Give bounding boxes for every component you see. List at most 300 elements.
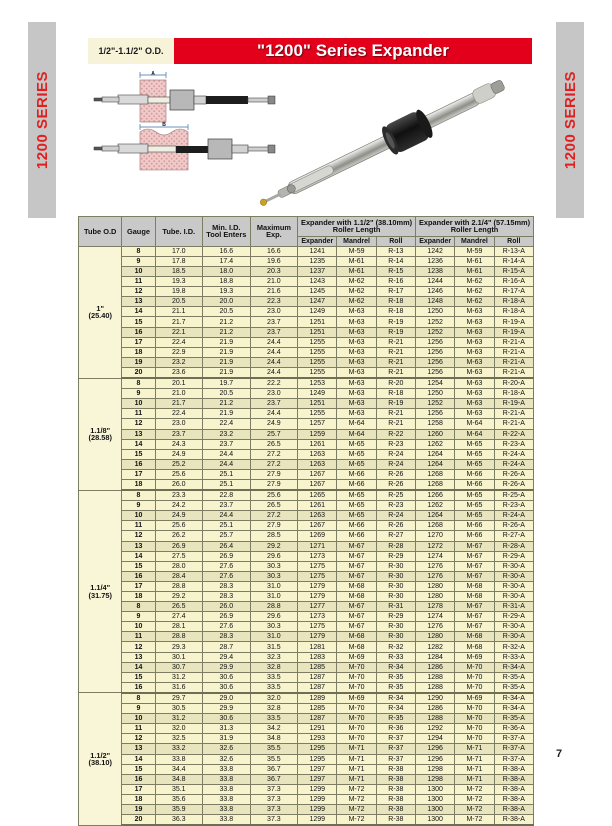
cell-6: R-26 [376,521,415,531]
cell-8: M-67 [455,541,494,551]
cell-0: 17 [122,784,155,794]
table-row [79,804,534,814]
cell-2: 33.8 [203,774,251,784]
cell-5: M-63 [337,317,376,327]
cell-5: M-70 [337,734,376,744]
table-row [79,297,534,307]
cell-9: R-31-A [494,602,533,612]
cell-2: 25.1 [203,479,251,490]
cell-1: 21.7 [155,317,203,327]
cell-3: 31.0 [250,632,298,642]
cell-4: 1279 [298,592,337,602]
table-row [79,449,534,459]
cell-8: M-72 [455,784,494,794]
cell-8: M-61 [455,267,494,277]
cell-9: R-34-A [494,704,533,714]
cell-3: 30.3 [250,561,298,571]
cell-8: M-68 [455,581,494,591]
cell-9: R-20-A [494,378,533,389]
cell-0: 18 [122,592,155,602]
cell-1: 31.2 [155,672,203,682]
cell-8: M-61 [455,256,494,266]
cell-2: 26.9 [203,612,251,622]
cell-9: R-35-A [494,672,533,682]
cell-1: 18.5 [155,267,203,277]
cell-0: 11 [122,277,155,287]
cell-6: R-30 [376,632,415,642]
cell-7: 1276 [416,561,455,571]
cell-3: 32.8 [250,704,298,714]
cell-2: 22.8 [203,490,251,501]
cell-6: R-38 [376,764,415,774]
cell-7: 1238 [416,267,455,277]
cell-9: R-18-A [494,389,533,399]
cell-0: 14 [122,754,155,764]
cell-8: M-71 [455,744,494,754]
cell-4: 1281 [298,642,337,652]
cell-3: 33.5 [250,672,298,682]
cell-9: R-34-A [494,662,533,672]
cell-2: 27.6 [203,561,251,571]
cell-9: R-26-A [494,521,533,531]
cell-5: M-71 [337,774,376,784]
cell-9: R-38-A [494,784,533,794]
cell-3: 35.5 [250,754,298,764]
cell-9: R-19-A [494,399,533,409]
cell-4: 1269 [298,531,337,541]
cell-7: 1256 [416,409,455,419]
cell-8: M-67 [455,622,494,632]
cell-4: 1251 [298,317,337,327]
table-row [79,652,534,662]
cell-1: 25.6 [155,469,203,479]
cell-9: R-30-A [494,581,533,591]
cell-9: R-38-A [494,774,533,784]
cell-5: M-70 [337,704,376,714]
cell-1: 27.4 [155,612,203,622]
cell-2: 21.2 [203,327,251,337]
cell-7: 1256 [416,367,455,378]
cell-7: 1288 [416,682,455,693]
table-row [79,642,534,652]
cell-1: 17.0 [155,246,203,256]
cell-8: M-70 [455,662,494,672]
cell-9: R-38-A [494,815,533,826]
cell-8: M-64 [455,429,494,439]
spec-table-body [79,246,534,825]
cell-8: M-63 [455,347,494,357]
cell-7: 1262 [416,439,455,449]
cell-2: 29.0 [203,693,251,704]
cell-1: 33.2 [155,744,203,754]
cell-9: R-36-A [494,724,533,734]
cell-3: 32.0 [250,693,298,704]
cell-6: R-26 [376,469,415,479]
cell-9: R-23-A [494,501,533,511]
cell-0: 15 [122,672,155,682]
table-row [79,439,534,449]
cell-7: 1254 [416,378,455,389]
cell-3: 34.2 [250,724,298,734]
cell-9: R-21-A [494,347,533,357]
cell-7: 1256 [416,337,455,347]
cell-3: 27.2 [250,459,298,469]
cell-1: 29.7 [155,693,203,704]
cell-4: 1283 [298,652,337,662]
cell-1: 28.1 [155,622,203,632]
cell-1: 20.5 [155,297,203,307]
cell-8: M-70 [455,724,494,734]
cell-1: 28.8 [155,632,203,642]
cell-4: 1255 [298,337,337,347]
cell-6: R-37 [376,734,415,744]
cell-5: M-69 [337,652,376,662]
cell-6: R-24 [376,459,415,469]
cell-7: 1262 [416,501,455,511]
cell-0: 17 [122,469,155,479]
cell-5: M-69 [337,693,376,704]
cell-4: 1293 [298,734,337,744]
cell-6: R-19 [376,317,415,327]
table-row [79,754,534,764]
cell-4: 1257 [298,419,337,429]
cell-4: 1243 [298,277,337,287]
cell-4: 1259 [298,429,337,439]
cell-3: 29.6 [250,551,298,561]
cell-8: M-63 [455,399,494,409]
cell-0: 13 [122,744,155,754]
cell-6: R-16 [376,277,415,287]
cell-2: 23.7 [203,439,251,449]
cell-8: M-65 [455,439,494,449]
cell-7: 1284 [416,652,455,662]
th-roll-1: Roll [376,236,415,246]
cell-4: 1279 [298,632,337,642]
table-row [79,367,534,378]
cell-7: 1268 [416,521,455,531]
cell-1: 35.9 [155,804,203,814]
cell-9: R-38-A [494,794,533,804]
cell-1: 28.4 [155,571,203,581]
cell-6: R-18 [376,389,415,399]
cell-1: 31.2 [155,714,203,724]
cell-7: 1290 [416,693,455,704]
cell-2: 28.3 [203,632,251,642]
cell-0: 13 [122,652,155,662]
cell-9: R-23-A [494,439,533,449]
cell-3: 22.2 [250,378,298,389]
cell-2: 33.8 [203,804,251,814]
cell-7: 1258 [416,419,455,429]
cell-tube-od: 1.1/4" (31.75) [79,490,122,693]
cell-2: 28.3 [203,592,251,602]
cell-0: 9 [122,389,155,399]
table-row [79,459,534,469]
table-row [79,551,534,561]
cell-3: 27.2 [250,511,298,521]
cell-2: 20.5 [203,389,251,399]
cell-4: 1277 [298,602,337,612]
cell-1: 25.6 [155,521,203,531]
cell-4: 1291 [298,724,337,734]
cell-3: 24.4 [250,337,298,347]
cell-9: R-35-A [494,714,533,724]
cell-0: 11 [122,521,155,531]
cell-3: 25.7 [250,429,298,439]
cell-7: 1274 [416,551,455,561]
th-mandrel-2: Mandrel [455,236,494,246]
table-row [79,399,534,409]
cell-1: 35.1 [155,784,203,794]
cell-1: 34.8 [155,774,203,784]
cell-0: 10 [122,714,155,724]
cell-2: 17.4 [203,256,251,266]
cell-7: 1264 [416,459,455,469]
cell-5: M-72 [337,804,376,814]
table-row [79,327,534,337]
cell-5: M-61 [337,267,376,277]
cell-8: M-68 [455,642,494,652]
cell-6: R-25 [376,490,415,501]
cell-9: R-37-A [494,734,533,744]
cell-9: R-28-A [494,541,533,551]
cell-9: R-21-A [494,337,533,347]
cell-2: 29.9 [203,662,251,672]
cell-0: 12 [122,734,155,744]
cell-8: M-67 [455,571,494,581]
cell-5: M-64 [337,429,376,439]
cell-8: M-70 [455,672,494,682]
cell-3: 26.5 [250,439,298,449]
cell-3: 27.9 [250,521,298,531]
cell-8: M-71 [455,764,494,774]
cell-5: M-71 [337,744,376,754]
cell-1: 32.0 [155,724,203,734]
cell-5: M-67 [337,622,376,632]
cell-4: 1273 [298,612,337,622]
cell-2: 32.6 [203,754,251,764]
cell-9: R-21-A [494,367,533,378]
cell-3: 24.9 [250,419,298,429]
cell-8: M-72 [455,794,494,804]
cell-4: 1299 [298,815,337,826]
table-row [79,347,534,357]
cell-8: M-65 [455,449,494,459]
cell-4: 1261 [298,439,337,449]
cell-2: 33.8 [203,784,251,794]
cell-4: 1279 [298,581,337,591]
cell-7: 1278 [416,602,455,612]
cell-0: 13 [122,429,155,439]
table-row [79,277,534,287]
cell-6: R-21 [376,337,415,347]
cell-0: 18 [122,347,155,357]
svg-text:A: A [151,71,155,77]
cell-2: 21.9 [203,367,251,378]
cell-9: R-30-A [494,561,533,571]
table-row [79,632,534,642]
cell-3: 29.2 [250,541,298,551]
cell-2: 28.3 [203,581,251,591]
cell-0: 9 [122,501,155,511]
table-row [79,672,534,682]
cell-4: 1263 [298,459,337,469]
cell-6: R-21 [376,347,415,357]
table-row [79,307,534,317]
cell-0: 15 [122,764,155,774]
cell-2: 18.8 [203,277,251,287]
cell-5: M-72 [337,794,376,804]
cell-7: 1252 [416,327,455,337]
cell-3: 19.6 [250,256,298,266]
cell-1: 22.4 [155,409,203,419]
cell-7: 1296 [416,754,455,764]
cell-0: 8 [122,246,155,256]
cell-3: 29.6 [250,612,298,622]
th-max-exp: Maximum Exp. [250,217,298,247]
cell-2: 28.7 [203,642,251,652]
cell-3: 27.2 [250,449,298,459]
cell-3: 26.5 [250,501,298,511]
cell-5: M-71 [337,754,376,764]
cell-8: M-66 [455,469,494,479]
cell-8: M-67 [455,551,494,561]
cell-tube-od: 1" (25.40) [79,246,122,378]
cell-5: M-66 [337,479,376,490]
cell-5: M-70 [337,724,376,734]
cell-4: 1255 [298,347,337,357]
cell-4: 1235 [298,256,337,266]
cell-6: R-37 [376,744,415,754]
cell-9: R-15-A [494,267,533,277]
table-row [79,561,534,571]
cell-0: 13 [122,541,155,551]
cell-1: 29.3 [155,642,203,652]
cell-4: 1287 [298,714,337,724]
side-tab-right-label: 1200 SERIES [561,70,579,170]
cell-6: R-30 [376,561,415,571]
table-row [79,511,534,521]
cell-9: R-16-A [494,277,533,287]
cell-7: 1260 [416,429,455,439]
cell-7: 1268 [416,479,455,490]
cell-1: 35.6 [155,794,203,804]
cell-5: M-62 [337,287,376,297]
cell-5: M-63 [337,357,376,367]
cell-7: 1270 [416,531,455,541]
cell-6: R-21 [376,367,415,378]
cell-5: M-66 [337,531,376,541]
cell-0: 9 [122,612,155,622]
cell-0: 11 [122,632,155,642]
cell-0: 20 [122,367,155,378]
cell-7: 1256 [416,347,455,357]
cell-3: 24.4 [250,347,298,357]
cell-4: 1275 [298,561,337,571]
cell-8: M-72 [455,804,494,814]
cell-3: 30.3 [250,622,298,632]
cell-5: M-59 [337,246,376,256]
cell-4: 1289 [298,693,337,704]
cell-5: M-70 [337,672,376,682]
cell-2: 30.6 [203,714,251,724]
cell-3: 31.0 [250,581,298,591]
cell-2: 25.1 [203,521,251,531]
cell-0: 14 [122,551,155,561]
table-row [79,581,534,591]
cell-8: M-70 [455,704,494,714]
cell-0: 12 [122,531,155,541]
table-row [79,794,534,804]
cell-6: R-34 [376,693,415,704]
cell-6: R-38 [376,815,415,826]
cell-4: 1275 [298,571,337,581]
cell-7: 1264 [416,511,455,521]
cell-3: 23.7 [250,399,298,409]
cell-4: 1255 [298,409,337,419]
cell-3: 37.3 [250,794,298,804]
table-row [79,704,534,714]
cell-8: M-63 [455,409,494,419]
cell-9: R-26-A [494,479,533,490]
cell-6: R-38 [376,784,415,794]
cell-6: R-13 [376,246,415,256]
cell-6: R-27 [376,531,415,541]
table-row [79,602,534,612]
cell-3: 23.0 [250,389,298,399]
cell-8: M-62 [455,297,494,307]
cell-2: 20.5 [203,307,251,317]
table-row [79,592,534,602]
cell-0: 11 [122,409,155,419]
cell-1: 21.7 [155,399,203,409]
table-row [79,784,534,794]
cell-3: 32.3 [250,652,298,662]
cell-6: R-38 [376,774,415,784]
cell-3: 28.5 [250,531,298,541]
cell-6: R-26 [376,479,415,490]
cell-4: 1295 [298,744,337,754]
cell-6: R-14 [376,256,415,266]
cell-9: R-37-A [494,744,533,754]
cell-0: 11 [122,724,155,734]
cell-2: 26.9 [203,551,251,561]
cell-1: 23.7 [155,429,203,439]
cell-8: M-63 [455,337,494,347]
cell-5: M-62 [337,297,376,307]
cell-2: 25.7 [203,531,251,541]
cell-8: M-59 [455,246,494,256]
cell-1: 33.8 [155,754,203,764]
cell-6: R-38 [376,794,415,804]
cell-6: R-36 [376,724,415,734]
cell-4: 1297 [298,774,337,784]
cell-9: R-19-A [494,327,533,337]
cell-8: M-71 [455,774,494,784]
th-min-id: Min. I.D. Tool Enters [203,217,251,247]
cell-3: 30.3 [250,571,298,581]
cell-3: 21.6 [250,287,298,297]
table-row [79,490,534,501]
cell-4: 1263 [298,449,337,459]
table-row [79,429,534,439]
cell-2: 33.8 [203,815,251,826]
cell-7: 1294 [416,734,455,744]
cell-0: 14 [122,662,155,672]
cell-7: 1296 [416,744,455,754]
cell-8: M-63 [455,389,494,399]
th-group-1: Expander with 1.1/2" (38.10mm) Roller Length [298,217,416,237]
